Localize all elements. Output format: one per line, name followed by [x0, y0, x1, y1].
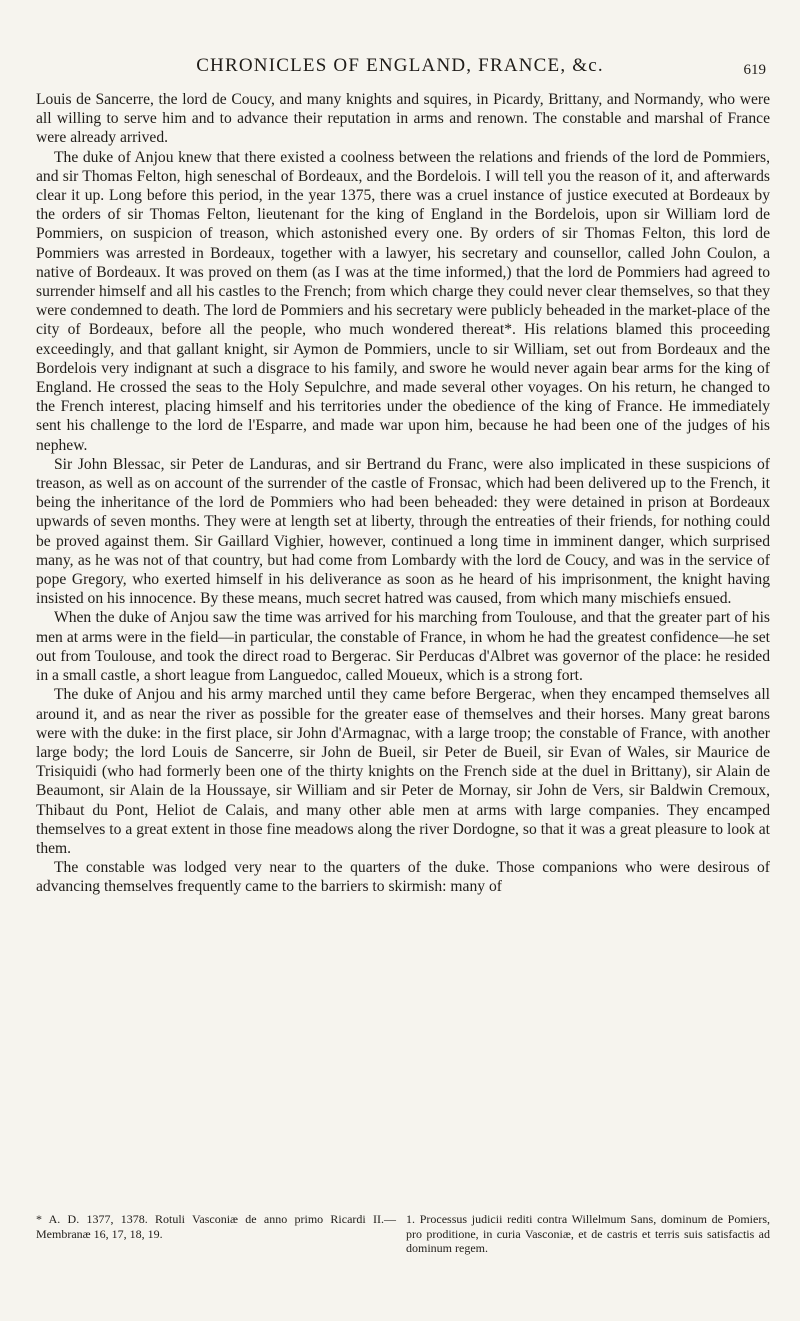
paragraph: The constable was lodged very near to the quarters of the duke. Those companions who were desirous of advancing themselves frequently came to the barriers to skirmish: many of [36, 859, 770, 896]
paragraph: When the duke of Anjou saw the time was arrived for his marching from Toulouse, and that the greater part of his men at arms were in the field—in particular, the constable of France, in whom he had the greatest confidence—he set out from Toulouse, and took the direct road to Bergerac. Sir Perducas d'Albret was governor of the place: he resided in a small castle, a short league from Languedoc, called Moueux, which is a strong fort. [36, 609, 770, 685]
footnote-left: * A. D. 1377, 1378. Rotuli Vasconiæ de anno primo Ricardi II.—Membranæ 16, 17, 18, 19. [36, 1212, 396, 1241]
body-text [36, 90, 770, 897]
paragraph: The duke of Anjou knew that there existed a coolness between the relations and friends of the lord de Pommiers, and sir Thomas Felton, high seneschal of Bordeaux, and the Bordelois. I will tell you the reason of it, and afterwards clear it up. Long before this period, in the year 1375, there was a cruel instance of justice executed at Bordeaux by the orders of sir Thomas Felton, lieutenant for the king of England in the Bordelois, upon sir William lord de Pommiers, on suspicion of treason, which astonished every one. By orders of sir Thomas Felton, this lord de Pommiers was arrested in Bordeaux, together with a lawyer, his secretary and counsellor, called John Coulon, a native of Bordeaux. It was proved on them (as I was at the time informed,) that the lord de Pommiers had agreed to surrender himself and all his castles to the French; from which charge they could never clear themselves, so that they were condemned to death. The lord de Pommiers and his secretary were publicly beheaded in the market-place of the city of Bordeaux, before all the people, who much wondered thereat*. His relations blamed this proceeding exceedingly, and that gallant knight, sir Aymon de Pommiers, uncle to sir William, set out from Bordeaux and the Bordelois very indignant at such a disgrace to his family, and swore he would never again bear arms for the king of England. He crossed the seas to the Holy Sepulchre, and made several other voyages. On his return, he changed to the French interest, placing himself and his territories under the obedience of the king of France. He immediately sent his challenge to the lord de l'Esparre, and made war upon him, because he had been one of the judges of his nephew. [36, 148, 770, 454]
footnote-right: 1. Processus judicii rediti contra Willelmum Sans, dominum de Pomiers, pro proditione, in curia Vasconiæ, et de castris et terris suis satisfactis ad dominum regem. [406, 1212, 770, 1255]
footnotes [36, 1212, 770, 1256]
paragraph: Sir John Blessac, sir Peter de Landuras, and sir Bertrand du Franc, were also implicated in these suspicions of treason, as well as on account of the surrender of the castle of Fronsac, which had been delivered up to the French, it being the inheritance of the lord de Pommiers who had been beheaded: they were detained in prison at Bordeaux upwards of seven months. They were at length set at liberty, through the entreaties of their friends, for nothing could be proved against them. Sir Gaillard Vighier, however, continued a long time in imminent danger, which surprised many, as he was not of that country, but had come from Lombardy with the lord de Coucy, and was in the service of pope Gregory, who exerted himself in his deliverance as soon as he heard of his imprisonment, the knight having insisted on his innocence. By these means, much secret hatred was caused, from which many mischiefs ensued. [36, 455, 770, 608]
running-title: CHRONICLES OF ENGLAND, FRANCE, &c. [196, 55, 604, 76]
paragraph: Louis de Sancerre, the lord de Coucy, and many knights and squires, in Picardy, Brittany, and Normandy, who were all willing to serve him and to advance their reputation in arms and renown. The constable and marshal of France were already arrived. [36, 91, 770, 147]
paragraph: The duke of Anjou and his army marched until they came before Bergerac, when they encamped themselves all around it, and as near the river as possible for the greater ease of themselves and their horses. Many great barons were with the duke: in the first place, sir John d'Armagnac, with a large troop; the constable of France, with another large body; the lord Louis de Sancerre, sir John de Bueil, sir Peter de Bueil, sir Evan of Wales, sir Maurice de Trisiquidi (who had formerly been one of the thirty knights on the French side at the duel in Brittany), sir Alain de Beaumont, sir Alain de la Houssaye, sir William and sir Peter de Mornay, sir John de Vers, sir Baldwin Cremoux, Thibaut du Pont, Heliot de Calais, and many other able men at arms with large companies. They encamped themselves to a great extent in those fine meadows along the river Dordogne, so that it was a great pleasure to look at them. [36, 686, 770, 857]
page-number: 619 [743, 62, 766, 78]
